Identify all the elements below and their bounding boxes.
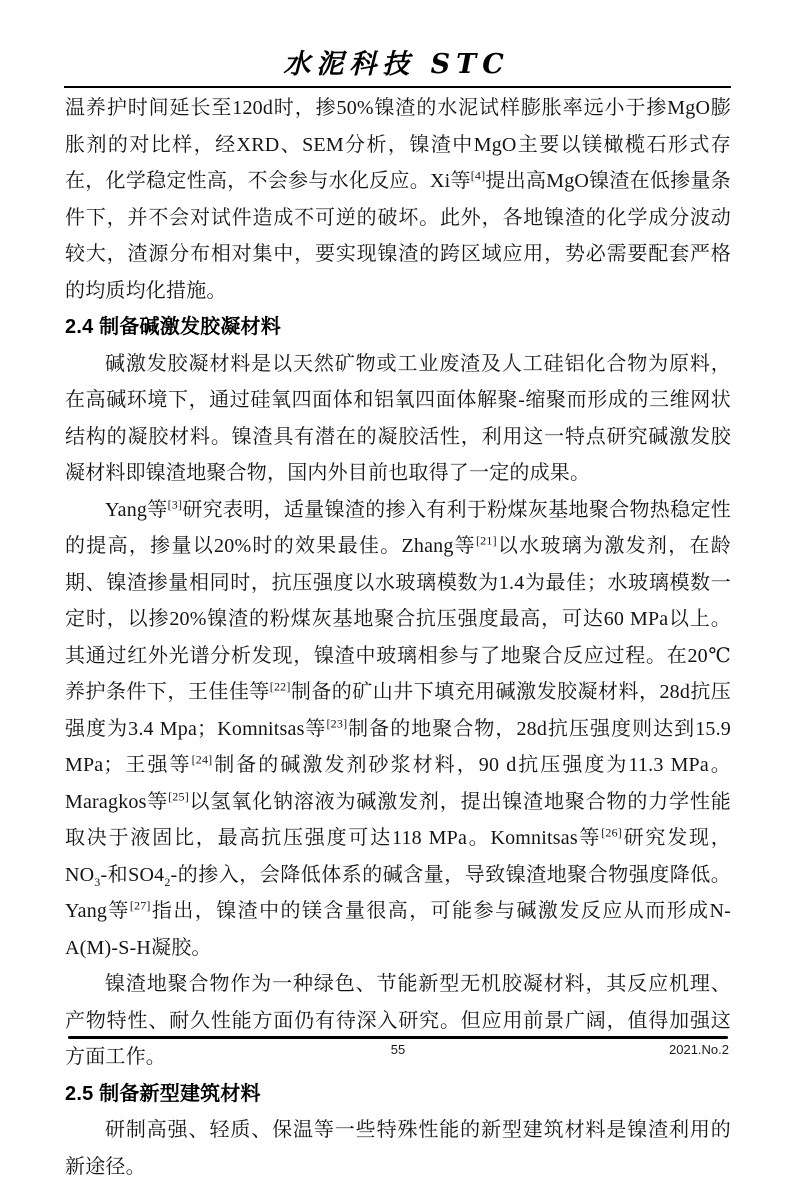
citation-superscript: [24]	[191, 752, 213, 767]
journal-title: 水泥科技 STC	[283, 49, 510, 80]
citation-superscript: [3]	[167, 496, 183, 511]
text-run: Yang等	[105, 498, 168, 521]
page-number: 55	[390, 1042, 406, 1057]
footer-row	[65, 1042, 731, 1062]
section-heading: 2.4 制备碱激发胶凝材料	[65, 316, 281, 338]
text-run: 以水玻璃为激发剂，在龄期、镍渣掺量相同时，抗压强度以水玻璃模数为1.4为最佳；水玻璃模数一定时，以掺20%镍渣的粉煤灰基地聚合抗压强度最高，可达60 MPa以上。其通过红外光谱分析发现，镍渣中玻璃相参与了地聚合反应过程。在20℃养护条件下，王佳佳等	[65, 535, 732, 703]
text-run: 制备的地聚合物，28d抗压强度则达到15.9 MPa；王强等	[65, 717, 732, 776]
document-body	[65, 90, 731, 1185]
text-run: 碱激发胶凝材料是以天然矿物或工业废渣及人工硅铝化合物为原料，在高碱环境下，通过硅氧四面体和铝氧四面体解聚-缩聚而形成的三维网状结构的凝胶材料。镍渣具有潜在的凝胶活性，利用这一特点研究碱激发胶凝材料即镍渣地聚合物，国内外目前也取得了一定的成果。	[65, 352, 731, 484]
header-rule	[64, 86, 731, 88]
issue-number: 2021.No.2	[669, 1042, 729, 1057]
paragraph	[65, 90, 731, 309]
citation-superscript: [22]	[269, 679, 291, 694]
text-run: 研究发现，NO	[65, 827, 732, 886]
footer-rule	[68, 1036, 728, 1039]
citation-superscript: [26]	[601, 825, 622, 840]
text-run: 镍渣地聚合物作为一种绿色、节能新型无机胶凝材料，其反应机理、产物特性、耐久性能方面仍有待深入研究。但应用前景广阔，值得加强这方面工作。	[65, 973, 731, 1068]
text-run: -的掺入，会降低体系的碱含量，导致镍渣地聚合物强度降低。Yang等	[65, 863, 731, 922]
text-run: 以氢氧化钠溶液为碱激发剂，提出镍渣地聚合物的力学性能取决于液固比，最高抗压强度可达118 MPa。Komnitsas等	[65, 790, 732, 849]
citation-superscript: [25]	[168, 788, 189, 803]
chemical-subscript: 2	[164, 874, 171, 889]
citation-superscript: [23]	[326, 715, 348, 730]
text-run: 研制高强、轻质、保温等一些特殊性能的新型建筑材料是镍渣利用的新途径。	[65, 1119, 731, 1178]
paragraph	[65, 1112, 731, 1185]
section-heading: 2.5 制备新型建筑材料	[65, 1082, 261, 1105]
citation-superscript: [21]	[475, 533, 497, 548]
paragraph	[65, 346, 731, 492]
text-run: 提出高MgO镍渣在低掺量条件下，并不会对试件造成不可逆的破坏。此外，各地镍渣的化学成分波动较大，渣源分布相对集中，要实现镍渣的跨区域应用，势必需要配套严格的均质均化措施。	[65, 170, 731, 302]
text-run: 制备的碱激发剂砂浆材料，90 d抗压强度为11.3 MPa。Maragkos等	[65, 754, 732, 813]
text-run: 制备的矿山井下填充用碱激发胶凝材料，28d抗压强度为3.4 Mpa；Komnitsas等	[65, 681, 731, 740]
citation-superscript: [4]	[470, 168, 486, 183]
text-run: 研究表明，适量镍渣的掺入有利于粉煤灰基地聚合物热稳定性的提高，掺量以20%时的效果最佳。Zhang等	[65, 498, 731, 557]
text-run: 指出，镍渣中的镁含量很高，可能参与碱激发反应从而形成N-A(M)-S-H凝胶。	[65, 900, 732, 959]
text-run: 温养护时间延长至120d时，掺50%镍渣的水泥试样膨胀率远小于掺MgO膨胀剂的对比样，经XRD、SEM分析，镍渣中MgO主要以镁橄榄石形式存在，化学稳定性高，不会参与水化反应。Xi等	[65, 97, 731, 192]
chemical-subscript: 3	[94, 874, 101, 889]
paragraph	[65, 492, 731, 967]
text-run: -和SO4	[100, 863, 165, 886]
citation-superscript: [27]	[129, 898, 151, 913]
